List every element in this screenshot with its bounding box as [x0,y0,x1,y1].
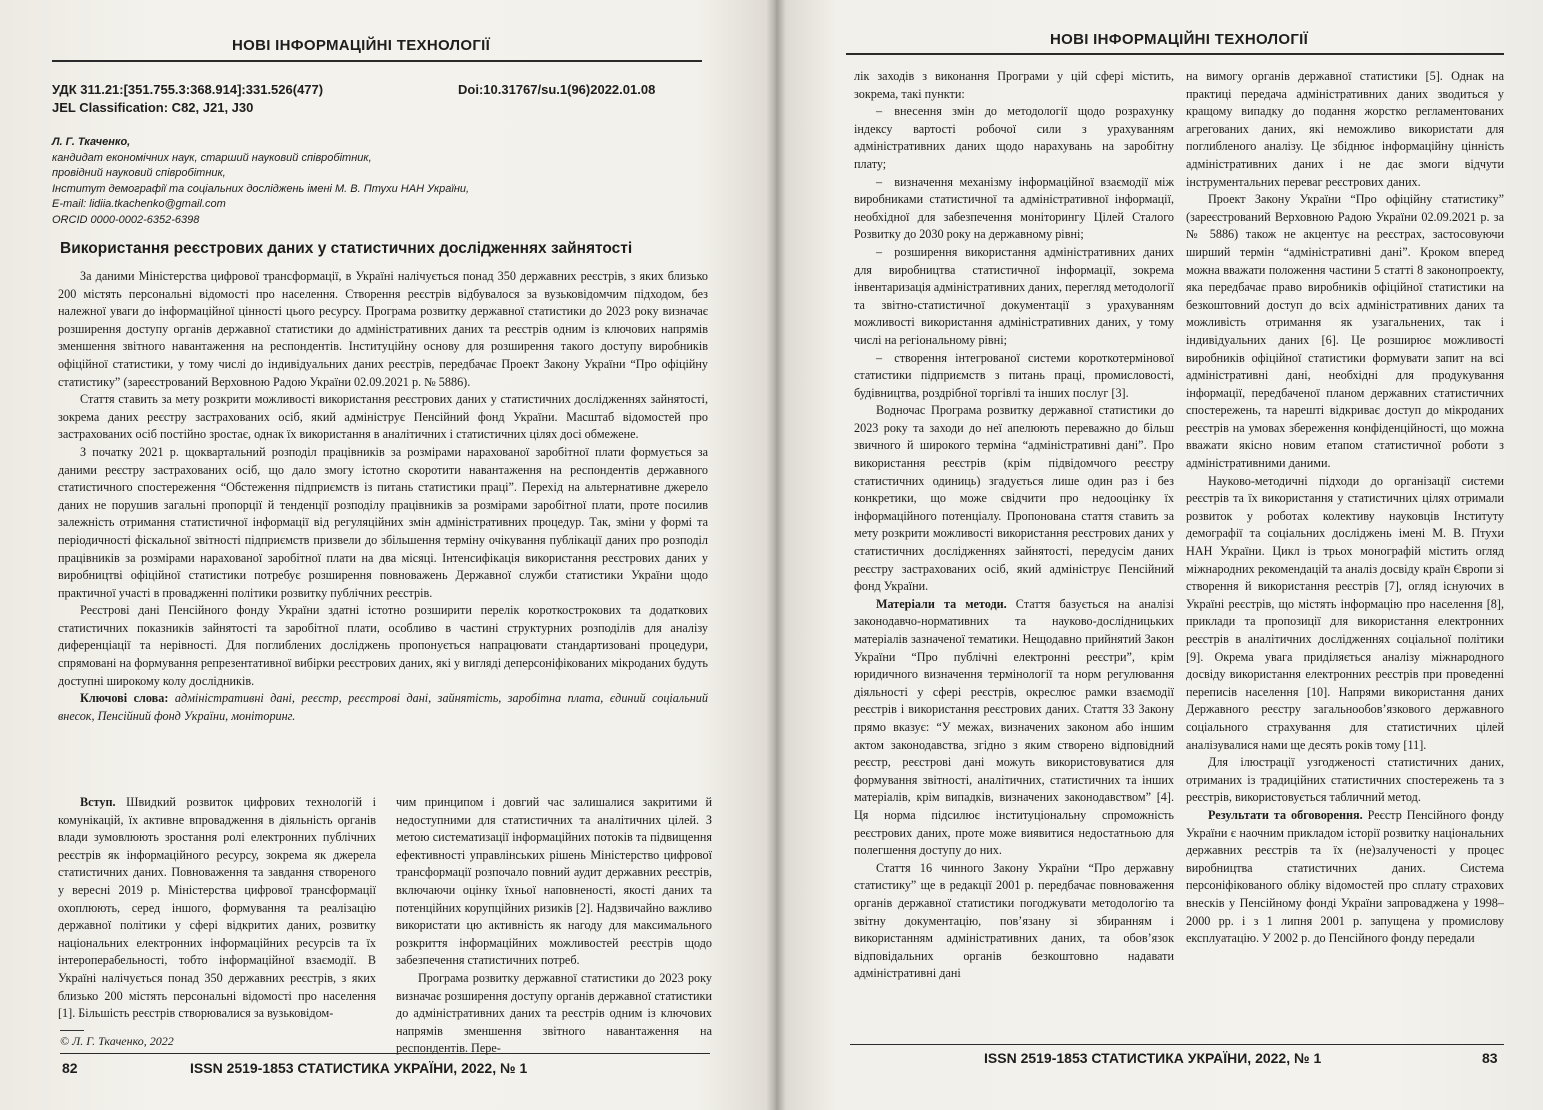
results-heading: Результати та обговорення. [1208,807,1363,822]
udc-code: УДК 311.21:[351.755.3:368.914]:331.526(477) [52,82,324,97]
running-header-left: НОВІ ІНФОРМАЦІЙНІ ТЕХНОЛОГІЇ [232,37,491,54]
list-item: – розширення використання адміністративних даних для виробництва статистичної інформації, зокрема інвентаризація адміністративних даних, перегляд методології та звітно-статистичної документації з урахуванням можливості використання адміністративних даних, у тому числі на регіональному рівні; [854,244,1174,347]
abstract-paragraph: Стаття ставить за мету розкрити можливості використання реєстрових даних у статистичних дослідженнях зайнятості, зокрема даних реєстру застрахованих осіб, який адмініструє Пенсійний фонд України. Масштаб відомостей про застрахованих осіб постійно зростає, однак їх використання в аналітичних і статистичних цілях досі обмежене. [58,392,708,442]
intro-column-2 [396,794,712,1058]
body-paragraph: Проект Закону України “Про офіційну статистику” (зареєстрований Верховною Радою України 02.09.2021 р. за № 5886) також не акцентує на реєстрах, застосовуючи ширший термін “адміністративні дані”. Кроком вперед можна вважати положення частини 5 статті 8 законопроекту, яка передбачає право виробників офіційної статистики на безкоштовний доступ до всіх адміністративних даних та можливість отримання як узагальнених, так і індивідуальних даних [6]. Це розширює можливості виробників офіційної статистики формувати запит на всі адміністративні дані, необхідні для продукування інформації, передбаченої планом державних статистичних спостережень, та нарешті відкриває доступ до мікроданих реєстрів на умовах збереження конфіденційності, що можна вважати якісно новим етапом статистичної роботи з адміністративними даними. [1186,192,1504,471]
author-orcid: ORCID 0000-0002-6352-6398 [52,213,200,226]
right-column-1 [854,68,1174,983]
book-gutter [766,0,786,1110]
keywords-label: Ключові слова: [80,691,169,706]
author-email: E-mail: lidiia.tkachenko@gmail.com [52,198,226,210]
body-paragraph: на вимогу органів державної статистики [5]. Однак на практиці передача адміністративних даних зводиться у кращому випадку до подання жорстко регламентованих агрегованих даних, які неможливо використати для поглибленого аналізу. Це збіднює інформаційну цінність адміністративних даних і не дає змоги відчути інструментальних переваг реєстрових даних. [1186,69,1504,189]
results-text: Реєстр Пенсійного фонду України є наочним прикладом історії розвитку національних державних реєстрів та їх (не)залученості у процес виробництва статистичних даних. Система персоніфікованого обліку відомостей про сплату страхових внесків у Пенсійному фонді України запроваджена у 1998–2000 рр. і з 1 липня 2001 р. запущена у промислову експлуатацію. У 2002 р. до Пенсійного фонду передали [1186,807,1504,946]
author-position: провідний науковий співробітник, [52,167,226,179]
header-rule [846,53,1504,55]
body-paragraph: Стаття 16 чинного Закону України “Про державну статистику” ще в редакції 2001 р. передбачає повноваження органів державної статистики погоджувати методологію та звітну документацію, пов’язану зі збиранням і використанням адміністративних даних, та обов’язок відповідальних органів безкоштовно надавати адміністративні дані [854,860,1174,981]
abstract-paragraph: За даними Міністерства цифрової трансформації, в Україні налічується понад 350 державних реєстрів, з яких близько 200 містять персональні відомості про населення. Створення реєстрів відбувалося за вузьковідомчим підходом, без належної уваги до інформаційної цінності цього ресурсу. Програма розвитку державної статистики до 2023 року визначає розширення доступу органів державної статистики до адміністративних даних та реєстрів одним із ключових напрямів зменшення звітного навантаження на респондентів. Інституційну основу для розширення такого доступу виробників офіційної статистики, у тому числі до індивідуальних даних реєстрів, передбачає Проект Закону України “Про офіційну статистику” (зареєстрований Верховною Радою України 02.09.2021 р. № 5886). [58,269,708,389]
footer-rule [60,1053,710,1054]
footer-journal-left: ISSN 2519-1853 СТАТИСТИКА УКРАЇНИ, 2022, № 1 [190,1060,528,1076]
intro-column-1 [58,794,376,1023]
right-column-2 [1186,68,1504,948]
footer-journal-right: ISSN 2519-1853 СТАТИСТИКА УКРАЇНИ, 2022, № 1 [984,1050,1322,1066]
copyright-rule [60,1030,84,1031]
intro-paragraph [58,794,376,1023]
doi: Doi:10.31767/su.1(96)2022.01.08 [458,82,656,97]
results-paragraph [1186,807,1504,948]
body-paragraph: лік заходів з виконання Програми у цій сфері містить, зокрема, такі пункти: [854,69,1174,101]
methods-paragraph [854,596,1174,860]
intro-text: Швидкий розвиток цифрових технологій і комунікацій, їх активне впровадження в діяльність органів влади зумовлюють зростання ролі електронних публічних реєстрів як інформаційного ресурсу, зокрема як джерела статистичних даних. Повноваження та завдання створеного у вересні 2019 р. Міністерства цифрової трансформації охоплюють, серед іншого, формування та реалізацію державної політики у сфері відкритих даних, розвитку національних електронних інформаційних ресурсів та їх інтероперабельності, тобто інформаційної взаємодії. В Україні налічується понад 350 державних реєстрів, з яких близько 200 містять персональні відомості про населення [1]. Більшість реєстрів створювалися за вузьковідом- [58,795,376,1021]
running-header-right: НОВІ ІНФОРМАЦІЙНІ ТЕХНОЛОГІЇ [1050,31,1309,48]
body-paragraph: Водночас Програма розвитку державної статистики до 2023 року та заходи до неї апелюють переважно до більш звичного й широкого терміна “адміністративні дані”. Про використання реєстрів (крім підвідомчого реєстру статистичних одиниць) згадується лише один раз і без конкретики, що може свідчити про недооцінку їх інформаційного потенціалу. Пропонована стаття ставить за мету розкрити можливості використання реєстрових даних у статистичних дослідженнях зайнятості, передусім даних реєстру застрахованих осіб, який адмініструє Пенсійний фонд України. [854,403,1174,594]
jel-classification: JEL Classification: C82, J21, J30 [52,100,254,115]
list-item: – внесення змін до методології щодо розрахунку індексу вартості робочої сили з урахуванням адміністративних даних щодо нарахувань на заробітну плату; [854,104,1174,171]
intro-paragraph: чим принципом і довгий час залишалися закритими й недоступними для статистичних та аналітичних цілей. З метою систематизації інформаційних потоків та підвищення ефективності управлінських рішень Міністерство цифрової трансформації розпочало повний аудит державних реєстрів, включаючи оцінку їхньої наповненості, якості даних та потенційних корупційних ризиків [2]. Надзвичайно важливо використати цю активність як нагоду для максимального розкриття інформаційних можливостей реєстрів щодо забезпечення статистичних потреб. [396,795,712,968]
keywords [58,690,708,725]
header-rule [52,60,702,62]
abstract [58,268,708,725]
list-item: – створення інтегрованої системи короткотермінової статистики підприємств з питань праці, промисловості, будівництва, роздрібної торгівлі та інших послуг [3]. [854,350,1174,400]
methods-heading: Матеріали та методи. [876,596,1007,611]
body-paragraph: Для ілюстрації узгодженості статистичних даних, отриманих із традиційних статистичних спостережень та з реєстрів, використовується табличний метод. [1186,755,1504,805]
list-item: – визначення механізму інформаційної взаємодії між виробниками статистичної та адміністративної інформації, необхідної для забезпечення моніторингу Цілей Сталого Розвитку до 2030 року на державному рівні; [854,174,1174,242]
abstract-paragraph: З початку 2021 р. щоквартальний розподіл працівників за розмірами нарахованої заробітної плати формується за даними реєстру застрахованих осіб, що дало змогу істотно скоротити навантаження на респондентів державного статистичного спостереження “Обстеження підприємств із питань статистики праці”. Перехід на альтернативне джерело даних не порушив загальні пропорції й тенденції розподілу працівників за розмірами заробітної плати, проте посилив залежність отримання статистичної інформації від регуляційних змін адміністративних процедур. Так, зміни у формі та періодичності фіскальної звітності підприємств призвели до збільшення терміну очікування публікації даних про розподіл працівників за розмірами нарахованої заробітної плати на два місяці. Інтенсифікація використання реєстрових даних у виробництві офіційної статистики потребує розширення повноважень Державної служби статистики України щодо практичної участі в провадженні політики розвитку публічних реєстрів. [58,444,708,600]
abstract-paragraph: Реєстрові дані Пенсійного фонду України здатні істотно розширити перелік короткострокових та додаткових статистичних показників зайнятості та заробітної плати, особливо в частині структурних розподілів для аналізу диференціації та нерівності. Для поглиблених досліджень пропонується напрацювати стандартизовані процедури, спрямовані на формування репрезентативної вибірки реєстрових даних, які у вигляді деперсоніфікованих мікроданих будуть доступні широкому колу дослідників. [58,603,708,688]
body-paragraph: Науково-методичні підходи до організації системи реєстрів та їх використання у статистичних цілях отримали розвиток у роботах колективу науковців Інституту демографії та соціальних досліджень імені М. В. Птухи НАН України. Цикл із трьох монографій містить огляд міжнародних рекомендацій та аналіз досвіду країн Європи зі створення й використання реєстрів [7], огляд існуючих в Україні реєстрів, що містять інформацію про населення [8], приклади та пропозиції для використання електронних реєстрів в аналітичних дослідженнях соціальної політики [9]. Окрема увага приділяється аналізу міжнародного досвіду використання електронних реєстрів при проведенні переписів населення [10]. Напрями використання даних Державного реєстру загальнообов’язкового державного соціального страхування для статистичних цілей аналізувалися нами ще десять років тому [11]. [1186,473,1504,752]
footer-rule [850,1044,1504,1045]
author-block [52,135,612,228]
methods-text: Стаття базується на аналізі законодавчо-нормативних та науково-дослідницьких матеріалів зазначеної тематики. Нещодавно прийнятий Закон України “Про публічні електронні реєстри”, крім юридичного визначення термінології та норм регулювання діяльності у сфері реєстрів, окреслює рамки взаємодії реєстрів і використання реєстрових даних. Стаття 33 Закону прямо вказує: “У межах, визначених законом або іншим актом законодавства, згідно з яким створено відповідний реєстр, реєстрові дані можуть використовуватися для формування звітності, аналітичних, статистичних та інших матеріалів, крім випадків, визначених законодавством” [4]. Ця норма підсилює інституціональну спроможність реєстрових даних, проте може виявитися недостатньою для полегшення доступу до них. [854,596,1174,858]
author-degree: кандидат економічних наук, старший науковий співробітник, [52,151,372,164]
article-title: Використання реєстрових даних у статистичних дослідженнях зайнятості [60,240,633,257]
intro-paragraph: Програма розвитку державної статистики до 2023 року визначає розширення доступу органів державної статистики до адміністративних даних та реєстрів одним із ключових напрямів зменшення звітного навантаження на респондентів. Пере- [396,970,712,1056]
copyright: © Л. Г. Ткаченко, 2022 [60,1034,174,1048]
right-page [776,0,1543,1110]
intro-heading: Вступ. [80,795,116,809]
author-affiliation: Інститут демографії та соціальних досліджень імені М. В. Птухи НАН України, [52,182,470,195]
page-number-right: 83 [1482,1050,1498,1066]
page-number-left: 82 [62,1060,78,1076]
keywords-text: адміністративні дані, реєстр, реєстрові дані, зайнятість, заробітна плата, єдиний соціальний внесок, Пенсійний фонд України, моніторинг. [58,691,708,723]
author-name: Л. Г. Ткаченко, [52,136,131,148]
